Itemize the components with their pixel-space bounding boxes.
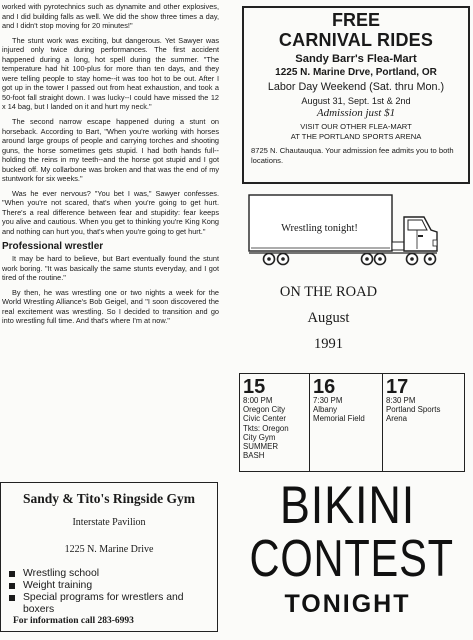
carnival-other-location-name: AT THE PORTLAND SPORTS ARENA bbox=[290, 132, 422, 141]
day-number: 17 bbox=[386, 376, 409, 398]
truck-banner-text: Wrestling tonight! bbox=[281, 223, 358, 234]
event-line: Civic Center bbox=[243, 414, 286, 424]
schedule-day bbox=[310, 374, 382, 471]
carnival-other-location: VISIT OUR OTHER FLEA-MART bbox=[300, 122, 412, 131]
event-line: City Gym bbox=[243, 432, 276, 442]
day-number: 15 bbox=[243, 376, 266, 398]
event-line: SUMMER bbox=[243, 442, 279, 452]
gym-services-list bbox=[8, 568, 217, 616]
gym-service-item bbox=[8, 580, 217, 592]
gym-service-label: Wrestling school bbox=[23, 568, 100, 579]
article-paragraph: It may be hard to believe, but Bart eventually found the stunt work boring. "It was basically the same stunts everyday, and I got tired of the routine." bbox=[2, 254, 219, 283]
carnival-note: 8725 N. Chautauqua. Your admission fee admits you to both locations. bbox=[251, 146, 454, 165]
day-info bbox=[386, 396, 440, 424]
event-line: Memorial Field bbox=[313, 414, 365, 424]
bullet-icon bbox=[9, 583, 15, 589]
truck-wheels bbox=[264, 254, 436, 265]
article-paragraph: The second narrow escape happened during a stunt on horseback. According to Bart, "When you're working with horses around large groups of people and carrying torches and shooting guns, the horse sometimes gets stupid. I had both hands full--holding the reins in my teeth--and the horse got stupid and I got bucked off. My collarbone was broken and that was the end of my stuntwork for six weeks." bbox=[2, 117, 219, 184]
gym-service-label: Special programs for wrestlers and boxers bbox=[23, 592, 184, 615]
carnival-ad bbox=[242, 6, 470, 184]
bikini-line3: TONIGHT bbox=[284, 590, 411, 618]
event-time: 7:30 PM bbox=[313, 396, 343, 405]
carnival-admission: Admission just $1 bbox=[316, 107, 396, 119]
carnival-dates: August 31, Sept. 1st & 2nd bbox=[301, 96, 411, 106]
bikini-line2: CONTEST bbox=[249, 530, 454, 588]
gym-location: Interstate Pavilion bbox=[72, 517, 146, 528]
bullet-icon bbox=[9, 571, 15, 577]
day-number: 16 bbox=[313, 376, 336, 398]
event-line: BASH bbox=[243, 451, 265, 461]
carnival-free: FREE bbox=[331, 10, 380, 30]
event-time: 8:30 PM bbox=[386, 396, 416, 405]
event-line: Portland Sports bbox=[386, 405, 441, 415]
event-time: 8:00 PM bbox=[243, 396, 273, 405]
gym-service-item bbox=[8, 592, 217, 616]
gym-address: 1225 N. Marine Drive bbox=[64, 544, 154, 555]
bullet-icon bbox=[9, 595, 15, 601]
event-schedule bbox=[239, 373, 465, 472]
article-paragraph: By then, he was wrestling one or two nights a week for the World Wrestling Alliance's Bob Geigel, and "I soon discovered the real excitement was wrestling. So I decided to transition and go into wrestling full time. And that's where I'm at now." bbox=[2, 287, 219, 326]
carnival-venue: Sandy Barr's Flea-Mart bbox=[295, 53, 417, 65]
carnival-dates-heading: Labor Day Weekend (Sat. thru Mon.) bbox=[267, 81, 445, 93]
event-line: Oregon City bbox=[243, 405, 286, 415]
event-line: Albany bbox=[313, 405, 338, 415]
carnival-title: CARNIVAL RIDES bbox=[278, 30, 434, 50]
gym-service-item bbox=[8, 568, 217, 580]
schedule-day bbox=[240, 374, 309, 471]
road-title: ON THE ROAD bbox=[279, 284, 378, 300]
day-info bbox=[243, 396, 289, 460]
bikini-line1: BIKINI bbox=[279, 476, 416, 535]
gym-phone: For information call 283-6993 bbox=[13, 616, 134, 626]
road-month: August bbox=[307, 310, 350, 326]
schedule-day bbox=[383, 374, 465, 471]
article-paragraph: Was he ever nervous? "You bet I was," Sawyer confesses. "When you're not scared, that's when you're going to get hurt. There's a real difference between fear and stupidity: fear keeps you alive and cautious. When you get to thinking you're King Kong and nothing can hurt you, that's when you're going to get hurt." bbox=[2, 188, 219, 236]
event-line: Arena bbox=[386, 414, 408, 424]
gym-title: Sandy & Tito's Ringside Gym bbox=[22, 491, 196, 506]
bikini-contest-ad bbox=[225, 476, 470, 621]
on-the-road-heading bbox=[246, 284, 411, 353]
day-info bbox=[313, 396, 365, 424]
event-line: Tkts: Oregon bbox=[243, 423, 289, 433]
article-paragraph: The stunt work was exciting, but dangerous. Yet Sawyer was injured only twice during performances. The first accident happened during a long, hot spell during the summer. "The temperature had hit 100-plus for more than ten days, and they were telling people to stay home--it was too hot to be out. After I got up in the tower I passed out from heat exhaustion, and took a 50-foot fall straight down. I was lucky--I could have missed the 12 x 14 bag, but I landed on it and hurt my neck." bbox=[2, 35, 219, 112]
road-year: 1991 bbox=[314, 336, 343, 352]
gym-ad bbox=[0, 482, 218, 632]
article-column bbox=[2, 2, 219, 331]
gym-service-label: Weight training bbox=[23, 580, 93, 591]
article-subheading: Professional wrestler bbox=[2, 240, 104, 252]
carnival-address: 1225 N. Marine Drve, Portland, OR bbox=[275, 67, 437, 78]
article-paragraph: worked with pyrotechnics such as dynamite and other explosives, and I did building falls as well. We did the show three times a day, and I didn't stop moving for 20 minutes!" bbox=[2, 2, 219, 30]
